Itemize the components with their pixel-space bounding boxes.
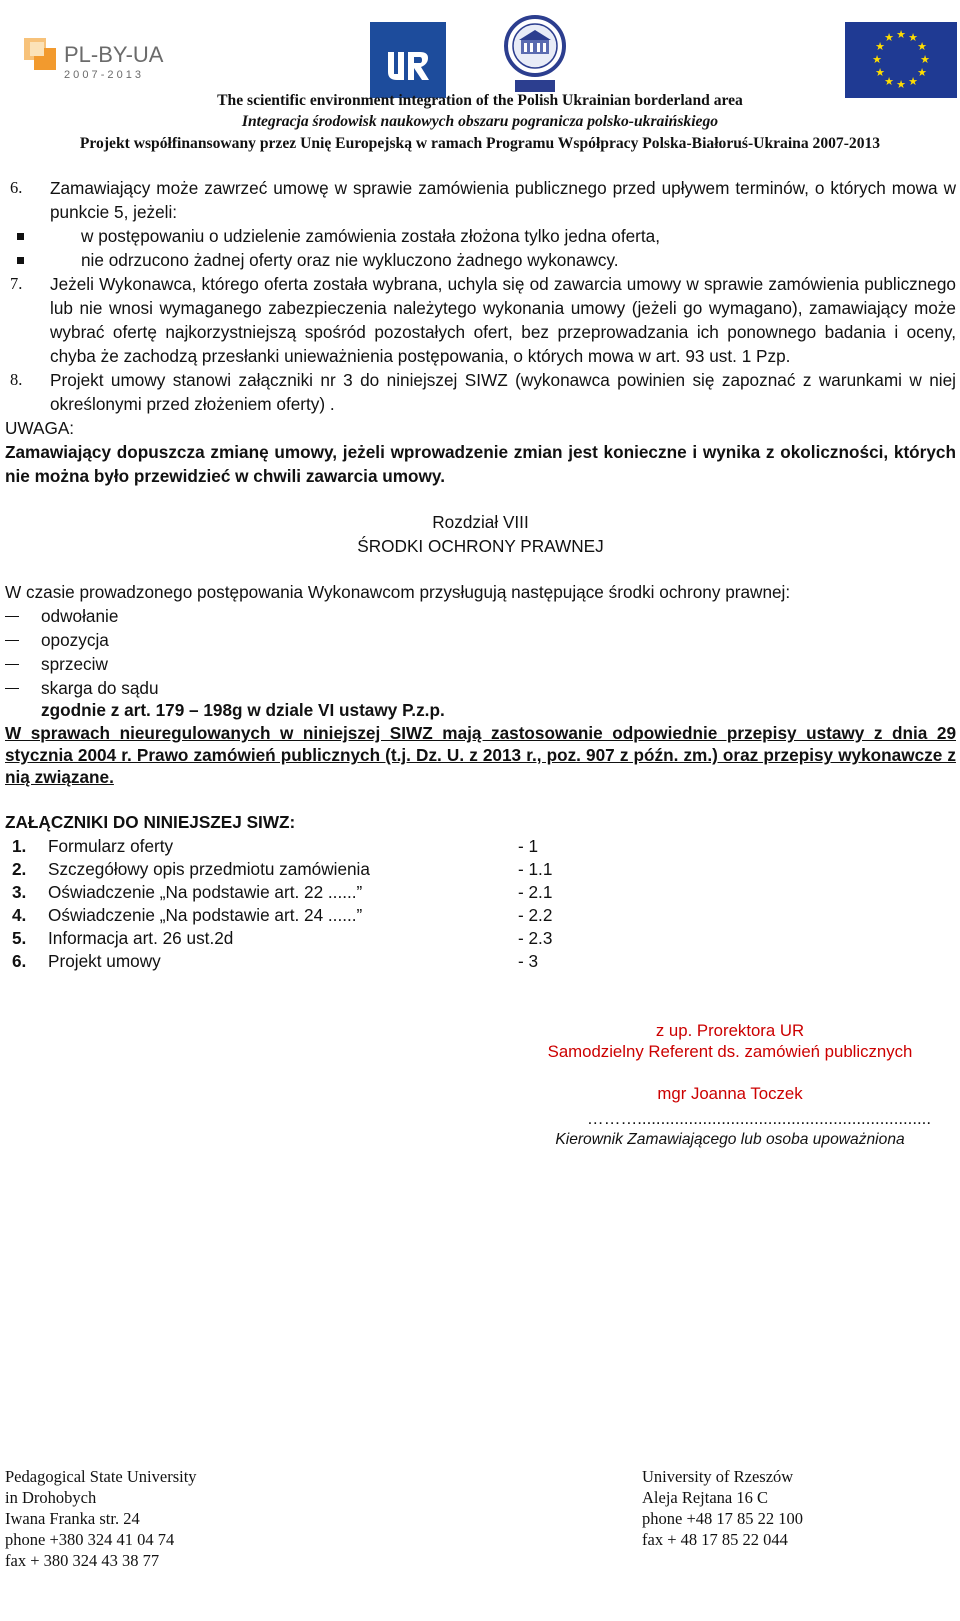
list-item-text: skarga do sądu <box>41 678 159 698</box>
pl-by-ua-logo <box>20 30 190 82</box>
attachment-number: 3. <box>12 882 27 902</box>
university-seal-icon <box>503 12 567 96</box>
svg-text:★: ★ <box>872 53 882 66</box>
remedies-intro: W czasie prowadzonego postępowania Wykonawcom przysługują następujące środki ochrony prawnej: <box>5 582 791 602</box>
remedies-legal-basis: zgodnie z art. 179 – 198g w dziale VI ustawy P.z.p. <box>41 700 445 720</box>
svg-text:★: ★ <box>917 40 927 53</box>
paragraph-text: Zamawiający może zawrzeć umowę w sprawie zamówienia publicznego przed upływem terminów, o których mowa w punkcie 5, jeżeli: <box>50 178 956 222</box>
dash-bullet-icon <box>5 616 19 617</box>
svg-text:★: ★ <box>908 31 918 44</box>
remedies-list <box>5 604 956 700</box>
attachment-row <box>5 857 956 880</box>
svg-text:★: ★ <box>896 78 906 91</box>
signature-name: mgr Joanna Toczek <box>657 1084 803 1103</box>
svg-text:★: ★ <box>896 28 906 41</box>
attachment-number: 5. <box>12 928 27 948</box>
footer-line: Aleja Rejtana 16 C <box>642 1488 769 1507</box>
svg-text:★: ★ <box>917 66 927 79</box>
attachments-list <box>5 834 956 972</box>
header-polish-title: Integracja środowisk naukowych obszaru pogranicza polsko-ukraińskiego <box>241 113 719 130</box>
list-item <box>5 676 956 700</box>
list-item-text: opozycja <box>41 630 109 650</box>
list-item-text: sprzeciw <box>41 654 108 674</box>
paragraph-6 <box>5 176 956 224</box>
paragraph-text: Jeżeli Wykonawca, którego oferta została wybrana, uchyla się od zawarcia umowy w sprawie zamówienia publicznego lub nie wnosi wymaganego zabezpieczenia należytego wykonania umowy (jeżeli go wymagano), zamawiający może wybrać ofertę najkorzystniejszą spośród pozostałych ofert, bez przeprowadzania ich ponownego badania i oceny, chyba że zachodzą przesłanki unieważnienia postępowania, o których mowa w art. 93 ust. 1 Pzp. <box>50 274 956 366</box>
document-body <box>5 176 956 972</box>
attachment-text: Projekt umowy <box>48 951 161 971</box>
footer-line: in Drohobych <box>5 1488 97 1507</box>
eu-flag-icon <box>845 22 957 98</box>
attachment-row <box>5 949 956 972</box>
attachment-ref: - 1 <box>518 836 539 856</box>
list-item <box>5 628 956 652</box>
attachment-ref: - 1.1 <box>518 859 553 879</box>
logo-name-text: PL-BY-UA <box>64 42 164 67</box>
bullet-item <box>5 248 956 272</box>
paragraph-text: Projekt umowy stanowi załączniki nr 3 do niniejszej SIWZ (wykonawca powinien się zapoznać z warunkami w niej określonymi przed złożeniem oferty) . <box>50 370 956 414</box>
attachment-row <box>5 834 956 857</box>
svg-text:★: ★ <box>884 31 894 44</box>
signature-role: Samodzielny Referent ds. zamówień publicznych <box>547 1042 913 1061</box>
header-english-title: The scientific environment integration of the Polish Ukrainian borderland area <box>217 92 743 109</box>
paragraph-number: 8. <box>10 370 23 389</box>
attachment-text: Oświadczenie „Na podstawie art. 24 ......” <box>48 905 363 925</box>
svg-text:★: ★ <box>875 66 885 79</box>
attachment-ref: - 2.2 <box>518 905 553 925</box>
attachment-number: 2. <box>12 859 27 879</box>
svg-text:★: ★ <box>920 53 930 66</box>
paragraph-7 <box>5 272 956 368</box>
attachment-text: Szczegółowy opis przedmiotu zamówienia <box>48 859 370 879</box>
chapter-number: Rozdział VIII <box>432 512 529 532</box>
svg-text:★: ★ <box>908 75 918 88</box>
attachment-number: 1. <box>12 836 27 856</box>
uwaga-text: Zamawiający dopuszcza zmianę umowy, jeżeli wprowadzenie zmian jest konieczne i wynika z okoliczności, których nie można było przewidzieć w chwili zawarcia umowy. <box>5 442 956 486</box>
svg-text:★: ★ <box>884 75 894 88</box>
uwaga-label: UWAGA: <box>5 418 75 438</box>
dash-bullet-icon <box>5 640 19 641</box>
logo-years-text: 2 0 0 7 - 2 0 1 3 <box>64 69 142 81</box>
attachment-row <box>5 903 956 926</box>
footer-left-address <box>5 1466 197 1571</box>
footer-line: Iwana Franka str. 24 <box>5 1509 140 1528</box>
square-bullet-icon <box>17 233 24 240</box>
dash-bullet-icon <box>5 664 19 665</box>
footer-line: phone +48 17 85 22 100 <box>642 1509 804 1528</box>
paragraph-number: 6. <box>10 178 23 197</box>
signature-caption: Kierownik Zamawiającego lub osoba upoważniona <box>555 1131 905 1148</box>
footer-right-address <box>642 1466 803 1550</box>
square-bullet-icon <box>17 257 24 264</box>
attachments-heading: ZAŁĄCZNIKI DO NINIEJSZEJ SIWZ: <box>5 812 296 832</box>
footer-line: Pedagogical State University <box>5 1467 197 1486</box>
attachment-row <box>5 926 956 949</box>
ur-university-logo <box>370 22 446 98</box>
attachment-ref: - 3 <box>518 951 539 971</box>
footer-line: fax + 48 17 85 22 044 <box>642 1530 788 1549</box>
header-cofinancing-note: Projekt współfinansowany przez Unię Europejską w ramach Programu Współpracy Polska-Białoruś-Ukraina 2007-2013 <box>79 135 881 152</box>
attachment-text: Formularz oferty <box>48 836 174 856</box>
signature-block <box>505 1020 955 1150</box>
chapter-title: ŚRODKI OCHRONY PRAWNEJ <box>357 536 604 556</box>
remedies-note: W sprawach nieuregulowanych w niniejszej SIWZ mają zastosowanie odpowiednie przepisy ustawy z dnia 29 stycznia 2004 r. Prawo zamówień publicznych (t.j. Dz. U. z 2013 r., poz. 907 z późn. zm.) oraz przepisy wykonawcze z nią związane. <box>5 723 956 787</box>
attachment-number: 6. <box>12 951 27 971</box>
dash-bullet-icon <box>5 688 19 689</box>
bullet-text: nie odrzucono żadnej oferty oraz nie wykluczono żadnego wykonawcy. <box>81 250 619 270</box>
attachment-row <box>5 880 956 903</box>
attachment-text: Oświadczenie „Na podstawie art. 22 ......” <box>48 882 363 902</box>
attachment-ref: - 2.3 <box>518 928 553 948</box>
footer-line: phone +380 324 41 04 74 <box>5 1530 175 1549</box>
list-item-text: odwołanie <box>41 606 119 626</box>
list-item <box>5 652 956 676</box>
bullet-item <box>5 224 956 248</box>
paragraph-8 <box>5 368 956 416</box>
attachment-number: 4. <box>12 905 27 925</box>
header-logos <box>0 8 960 92</box>
svg-text:★: ★ <box>875 40 885 53</box>
bullet-text: w postępowaniu o udzielenie zamówienia została złożona tylko jedna oferta, <box>81 226 660 246</box>
paragraph-number: 7. <box>10 274 23 293</box>
attachment-ref: - 2.1 <box>518 882 553 902</box>
footer-line: fax + 380 324 43 38 77 <box>5 1551 160 1570</box>
footer-line: University of Rzeszów <box>642 1467 794 1486</box>
signature-authority: z up. Prorektora UR <box>655 1021 805 1040</box>
attachment-text: Informacja art. 26 ust.2d <box>48 928 234 948</box>
list-item <box>5 604 956 628</box>
signature-dots: ………............................................................... <box>586 1109 931 1128</box>
